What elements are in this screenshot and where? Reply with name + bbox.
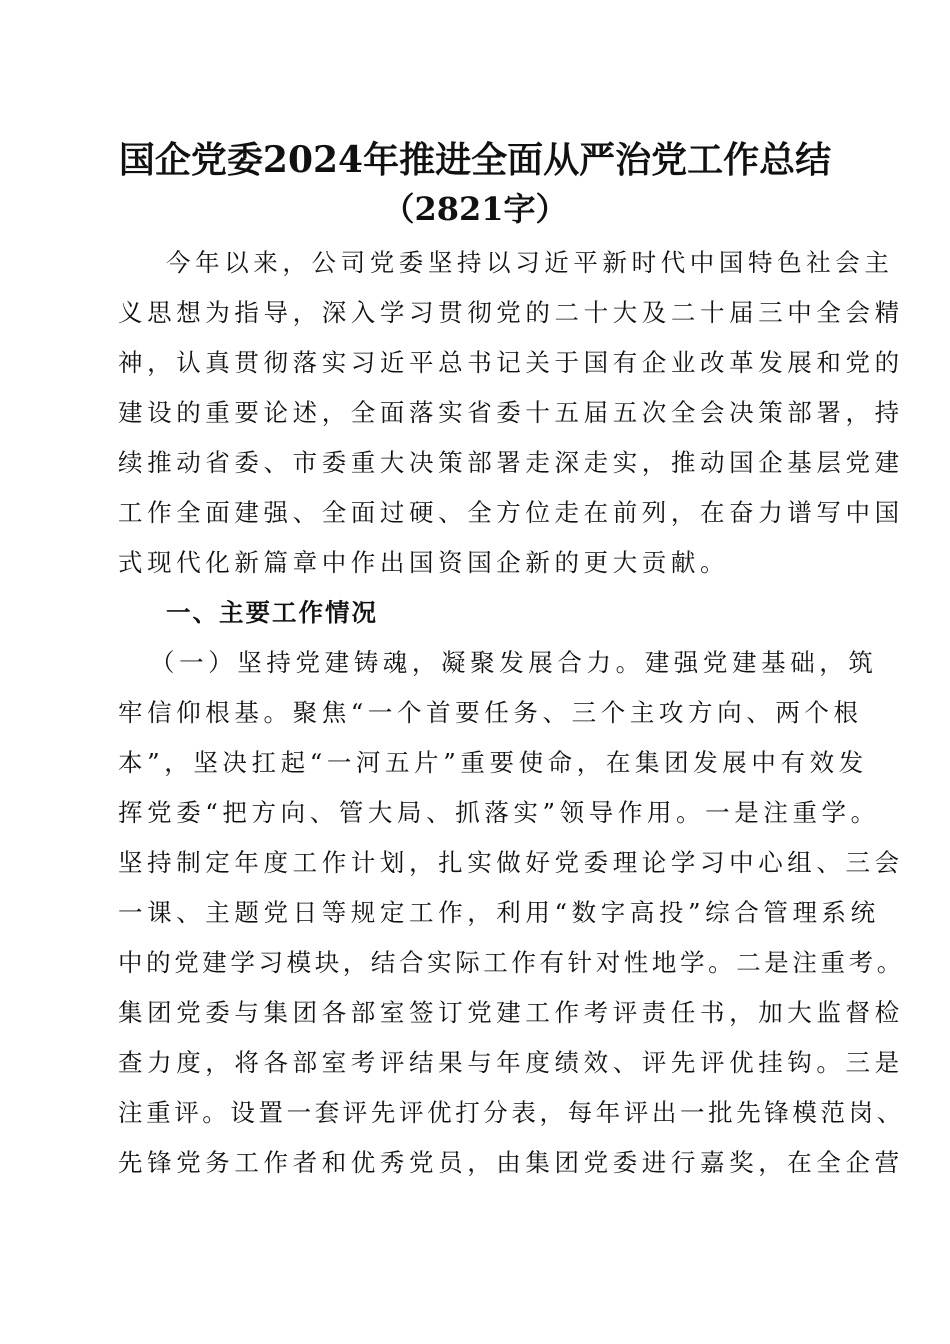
paragraph-line: 注重评。设置一套评先评优打分表，每年评出一批先锋模范岗、 — [118, 1098, 905, 1127]
document-title: 国企党委2024年推进全面从严治党工作总结 — [118, 139, 832, 181]
paragraph-line: （一）坚持党建铸魂，凝聚发展合力。建强党建基础，筑 — [150, 648, 878, 677]
section-heading: 一、主要工作情况 — [166, 598, 378, 627]
document-word-count: （2821字） — [382, 190, 568, 228]
paragraph-line: 牢信仰根基。聚焦“一个首要任务、三个主攻方向、两个根 — [118, 698, 863, 727]
paragraph-line: 集团党委与集团各部室签订党建工作考评责任书，加大监督检 — [118, 998, 904, 1027]
paragraph-line: 一课、主题党日等规定工作，利用“数字高投”综合管理系统 — [118, 898, 880, 927]
paragraph-line: 先锋党务工作者和优秀党员，由集团党委进行嘉奖，在全企营 — [118, 1148, 904, 1177]
paragraph-line: 工作全面建强、全面过硬、全方位走在前列，在奋力谱写中国 — [118, 498, 904, 527]
paragraph-line: 义思想为指导，深入学习贯彻党的二十大及二十届三中全会精 — [118, 298, 904, 327]
paragraph-line: 式现代化新篇章中作出国资国企新的更大贡献。 — [118, 548, 730, 577]
paragraph-line: 续推动省委、市委重大决策部署走深走实，推动国企基层党建 — [118, 448, 904, 477]
paragraph-line: 挥党委“把方向、管大局、抓落实”领导作用。一是注重学。 — [118, 798, 880, 827]
paragraph-line: 本”，坚决扛起“一河五片”重要使命，在集团发展中有效发 — [118, 748, 868, 777]
paragraph-line: 今年以来，公司党委坚持以习近平新时代中国特色社会主 — [166, 248, 894, 277]
paragraph-line: 中的党建学习模块，结合实际工作有针对性地学。二是注重考。 — [118, 948, 905, 977]
paragraph-line: 神，认真贯彻落实习近平总书记关于国有企业改革发展和党的 — [118, 348, 904, 377]
paragraph-line: 建设的重要论述，全面落实省委十五届五次全会决策部署，持 — [118, 398, 904, 427]
paragraph-line: 坚持制定年度工作计划，扎实做好党委理论学习中心组、三会 — [118, 848, 904, 877]
paragraph-line: 查力度，将各部室考评结果与年度绩效、评先评优挂钩。三是 — [118, 1048, 904, 1077]
